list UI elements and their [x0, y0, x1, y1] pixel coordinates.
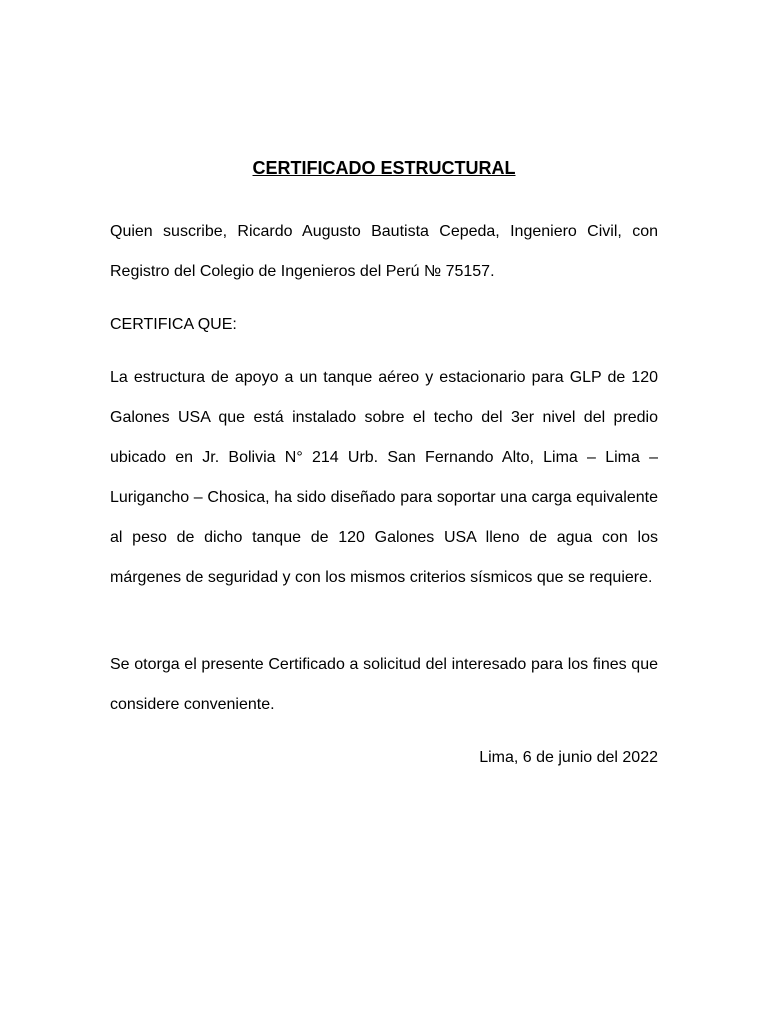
certifies-heading: CERTIFICA QUE:	[110, 316, 237, 333]
document-title: CERTIFICADO ESTRUCTURAL	[252, 158, 516, 178]
place-and-date: Lima, 6 de junio del 2022	[479, 749, 658, 766]
closing-paragraph: Se otorga el presente Certificado a solicitud del interesado para los fines que considere conveniente.	[110, 656, 658, 713]
certifies-heading-block	[110, 305, 658, 345]
intro-paragraph: Quien suscribe, Ricardo Augusto Bautista Cepeda, Ingeniero Civil, con Registro del Colegio de Ingenieros del Perú № 75157.	[110, 223, 658, 280]
certification-paragraph-block	[110, 358, 658, 598]
certification-paragraph: La estructura de apoyo a un tanque aéreo y estacionario para GLP de 120 Galones USA que está instalado sobre el techo del 3er nivel del predio ubicado en Jr. Bolivia N° 214 Urb. San Fernando Alto, Lima – Lima – Lurigancho – Chosica, ha sido diseñado para soportar una carga equivalente al peso de dicho tanque de 120 Galones USA lleno de agua con los márgenes de seguridad y con los mismos criterios sísmicos que se requiere.	[110, 369, 658, 586]
closing-paragraph-block	[110, 645, 658, 725]
intro-paragraph-block	[110, 212, 658, 292]
